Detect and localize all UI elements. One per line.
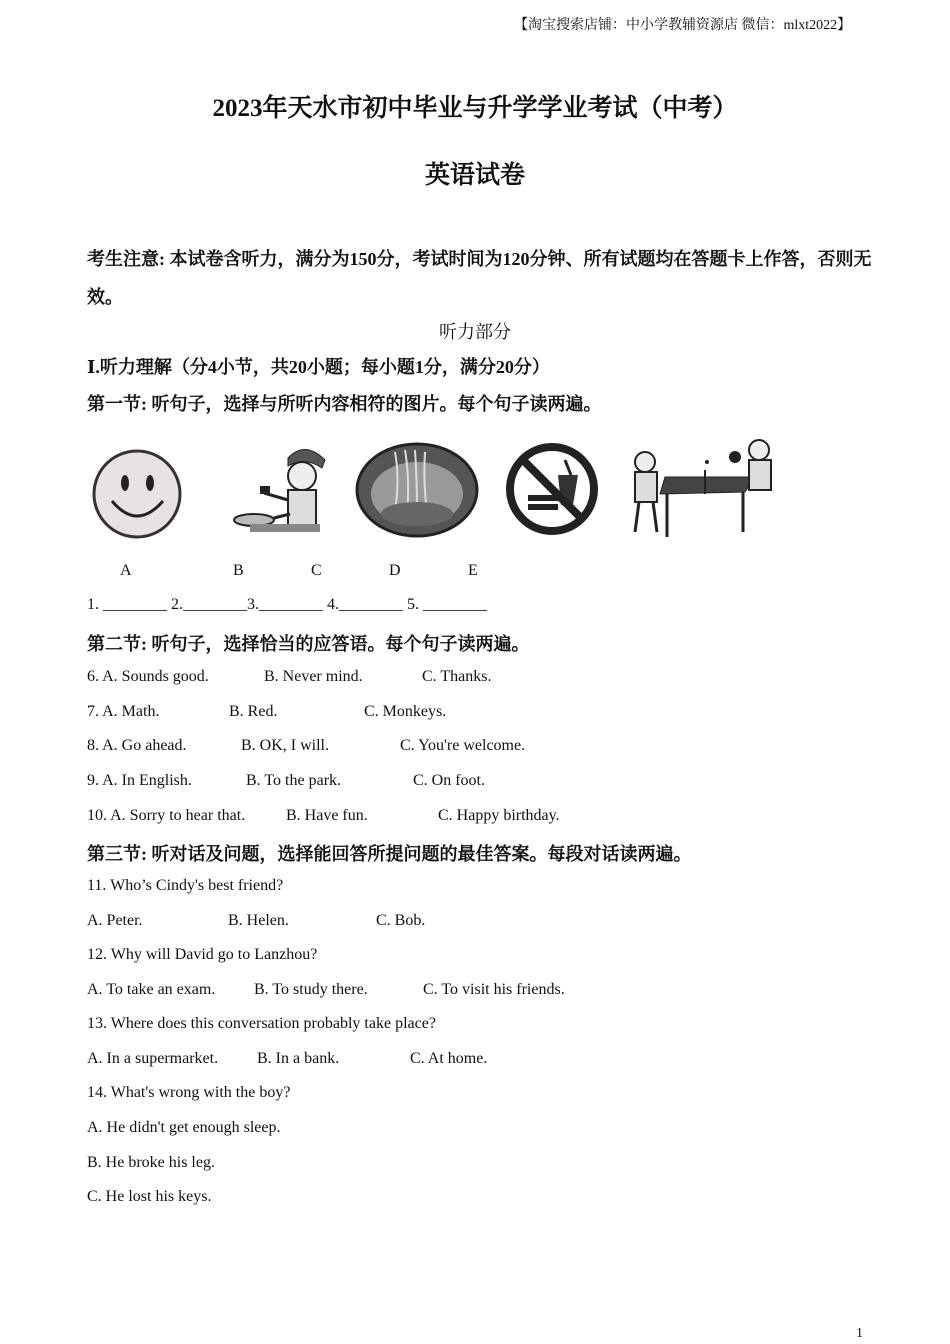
q11-question: 11. Who’s Cindy's best friend?	[87, 877, 284, 894]
q11-option-a: A. Peter.	[87, 912, 143, 929]
picture-label-b: B	[233, 562, 244, 579]
picture-label-c: C	[311, 562, 322, 579]
q13-question: 13. Where does this conversation probably take place?	[87, 1015, 436, 1032]
q12-option-c: C. To visit his friends.	[423, 981, 565, 998]
cooking-child-image	[230, 438, 330, 538]
q10-option-a: 10. A. Sorry to hear that.	[87, 807, 246, 824]
q10-option-b: B. Have fun.	[286, 807, 368, 824]
q13-option-a: A. In a supermarket.	[87, 1050, 219, 1067]
q12-option-a: A. To take an exam.	[87, 981, 216, 998]
q9-option-b: B. To the park.	[246, 772, 342, 789]
header-note: 【淘宝搜索店铺：中小学教辅资源店 微信：mlxt2022】	[514, 18, 852, 33]
candidate-notice: 考生注意: 本试卷含听力，满分为150分，考试时间为120分钟、所有试题均在答题卡上作答，否则无效。	[87, 249, 872, 307]
q14-option-c: C. He lost his keys.	[87, 1188, 212, 1205]
sub2-title: 第二节: 听句子，选择恰当的应答语。每个句子读两遍。	[87, 634, 530, 654]
q11-option-b: B. Helen.	[228, 912, 289, 929]
exam-subtitle: 英语试卷	[424, 162, 525, 189]
q13-option-b: B. In a bank.	[257, 1050, 340, 1067]
no-eating-sign-image	[503, 440, 603, 538]
picture-label-d: D	[389, 562, 401, 579]
q12-question: 12. Why will David go to Lanzhou?	[87, 946, 318, 963]
answer-blanks: 1. ________ 2.________3.________ 4.________ 5. ________	[87, 596, 487, 613]
q12-option-b: B. To study there.	[254, 981, 368, 998]
q7-option-c: C. Monkeys.	[364, 703, 447, 720]
q8-option-b: B. OK, I will.	[241, 737, 329, 754]
q6-option-c: C. Thanks.	[422, 668, 492, 685]
exam-title: 2023年天水市初中毕业与升学学业考试（中考）	[212, 95, 738, 122]
sub1-title: 第一节: 听句子，选择与所听内容相符的图片。每个句子读两遍。	[87, 394, 602, 414]
q8-option-a: 8. A. Go ahead.	[87, 737, 187, 754]
page-number: 1	[856, 1326, 863, 1341]
q9-option-a: 9. A. In English.	[87, 772, 192, 789]
q10-option-c: C. Happy birthday.	[438, 807, 560, 824]
smiley-face-image	[90, 445, 185, 543]
q14-option-b: B. He broke his leg.	[87, 1154, 215, 1171]
section1-title: Ⅰ.听力理解（分4小节，共20小题；每小题1分，满分20分）	[87, 357, 550, 377]
q14-question: 14. What's wrong with the boy?	[87, 1084, 291, 1101]
q13-option-c: C. At home.	[410, 1050, 488, 1067]
q6-option-b: B. Never mind.	[264, 668, 363, 685]
picture-label-e: E	[468, 562, 478, 579]
q9-option-c: C. On foot.	[413, 772, 485, 789]
q11-option-c: C. Bob.	[376, 912, 426, 929]
noodles-bowl-image	[355, 440, 480, 538]
q8-option-c: C. You're welcome.	[400, 737, 526, 754]
part-title: 听力部分	[439, 322, 511, 342]
q6-option-a: 6. A. Sounds good.	[87, 668, 209, 685]
q14-option-a: A. He didn't get enough sleep.	[87, 1119, 281, 1136]
picture-label-a: A	[120, 562, 132, 579]
table-tennis-image	[625, 432, 780, 542]
sub3-title: 第三节: 听对话及问题，选择能回答所提问题的最佳答案。每段对话读两遍。	[87, 844, 692, 864]
q7-option-b: B. Red.	[229, 703, 278, 720]
q7-option-a: 7. A. Math.	[87, 703, 160, 720]
